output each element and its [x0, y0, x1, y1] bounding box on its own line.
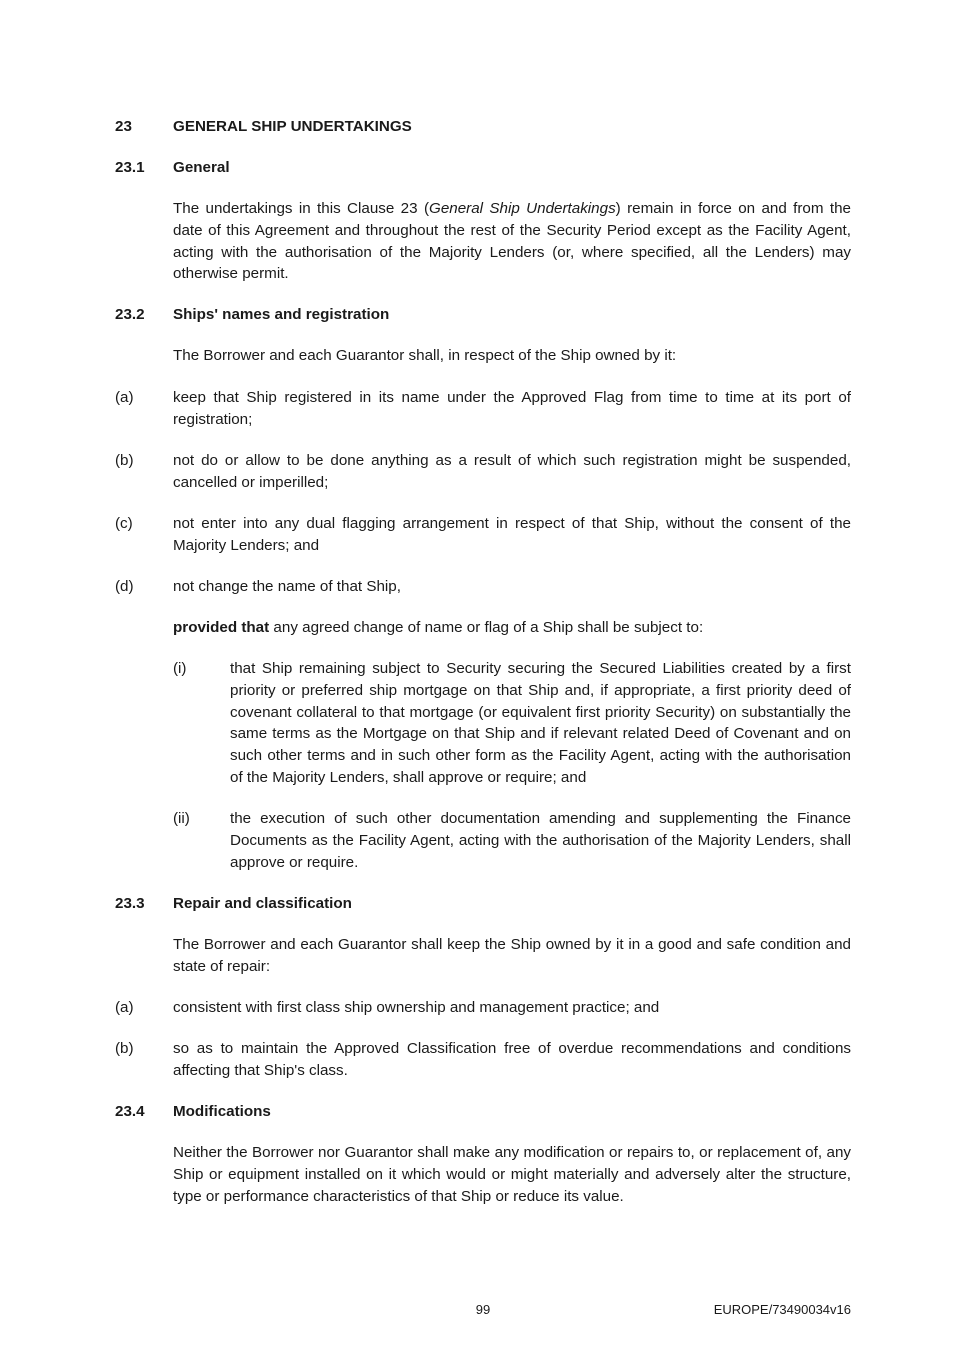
list-item-label: (d)	[115, 578, 134, 595]
names-registration-intro: The Borrower and each Guarantor shall, in respect of the Ship owned by it:	[173, 347, 677, 364]
section-heading-modifications: Modifications	[173, 1103, 271, 1120]
section-number-23-2: 23.2	[115, 306, 145, 323]
section-number-23-1: 23.1	[115, 159, 145, 176]
list-item-text: consistent with first class ship ownership and management practice; and	[173, 999, 660, 1016]
list-item-label: (c)	[115, 515, 133, 532]
general-paragraph-end: ) remain in force on and from the date of this Agreement and throughout the rest of the Security Period except as the Facility Agent, acting with the authorisation of the Majority Lenders (or, where specified, all the Lenders) may otherwise permit.	[173, 200, 852, 283]
list-item-label: (b)	[115, 452, 134, 469]
list-item-text: not enter into any dual flagging arrangement in respect of that Ship, without the consent of the Majority Lenders; and	[173, 515, 851, 554]
list-item-text: not do or allow to be done anything as a result of which such registration might be suspended, cancelled or imperilled;	[173, 452, 851, 491]
page-number: 99	[475, 1302, 491, 1317]
list-item-text: keep that Ship registered in its name under the Approved Flag from time to time at its port of registration;	[173, 389, 851, 428]
section-number-23-3: 23.3	[115, 895, 145, 912]
sub-item-label: (ii)	[173, 810, 190, 827]
section-heading-names-registration: Ships' names and registration	[173, 306, 390, 323]
proviso-paragraph	[173, 617, 851, 639]
section-heading-repair-classification: Repair and classification	[173, 895, 352, 912]
sub-item-label: (i)	[173, 660, 187, 677]
list-item-label: (a)	[115, 389, 134, 406]
sub-item-text: the execution of such other documentation amending and supplementing the Finance Documents as the Facility Agent, acting with the authorisation of the Majority Lenders, shall approve or require.	[230, 810, 851, 871]
general-paragraph-start: The undertakings in this Clause 23 (	[173, 200, 430, 217]
proviso-rest: any agreed change of name or flag of a Ship shall be subject to:	[269, 619, 704, 636]
list-item-text: so as to maintain the Approved Classification free of overdue recommendations and conditions affecting that Ship's class.	[173, 1040, 851, 1079]
general-paragraph	[173, 198, 851, 285]
list-item-text: not change the name of that Ship,	[173, 578, 401, 595]
clause-number: 23	[115, 118, 132, 135]
section-heading-general: General	[173, 159, 230, 176]
modifications-paragraph: Neither the Borrower nor Guarantor shall make any modification or repairs to, or replacement of, any Ship or equipment installed on it which would or might materially and adversely alter the structure, type or performance characteristics of that Ship or reduce its value.	[173, 1144, 851, 1205]
list-item-label: (b)	[115, 1040, 134, 1057]
document-reference: EUROPE/73490034v16	[713, 1302, 851, 1317]
list-item-label: (a)	[115, 999, 134, 1016]
repair-intro: The Borrower and each Guarantor shall keep the Ship owned by it in a good and safe condition and state of repair:	[173, 936, 851, 975]
clause-title: GENERAL SHIP UNDERTAKINGS	[173, 118, 412, 135]
sub-item-text: that Ship remaining subject to Security securing the Secured Liabilities created by a first priority or preferred ship mortgage on that Ship and, if appropriate, a first priority deed of covenant collateral to that mortgage (or equivalent first priority Security) on substantially the same terms as the Mortgage on that Ship and if relevant related Deed of Covenant and on such other terms and in such other form as the Facility Agent, acting with the authorisation of the Majority Lenders, shall approve or require; and	[230, 660, 851, 786]
proviso-bold: provided that	[173, 619, 270, 636]
section-number-23-4: 23.4	[115, 1103, 145, 1120]
general-paragraph-italic: General Ship Undertakings	[429, 200, 616, 217]
